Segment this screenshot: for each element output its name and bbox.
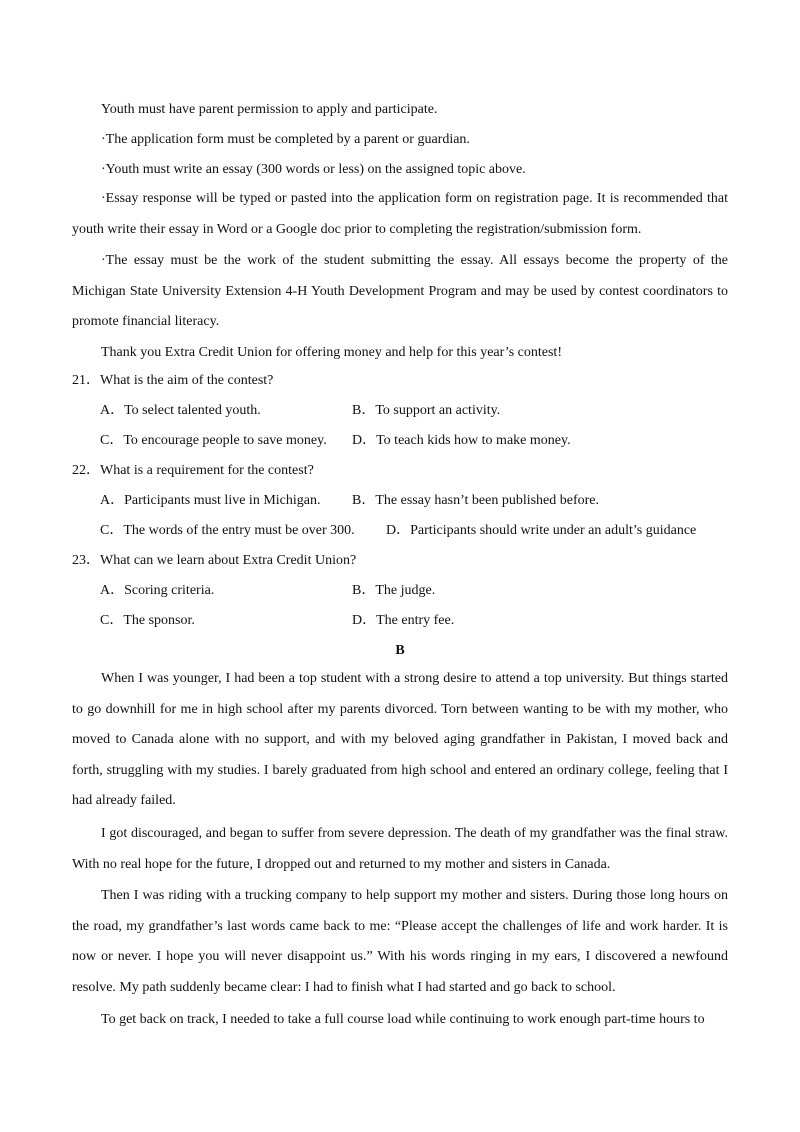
question-21-option-c: C．To encourage people to save money. bbox=[100, 433, 327, 448]
question-22-option-d: D．Participants should write under an adult’s guidance bbox=[386, 523, 697, 538]
passage-b-paragraph-3: Then I was riding with a trucking company to help support my mother and sisters. During those long hours on the road, my grandfather’s last words came back to me: “Please accept the challenges of life and work harder. It is now or never. I hope you will never disappoint us.” With his words ringing in my ears, I discovered a newfound resolve. My path suddenly became clear: I had to finish what I had started and go back to school. bbox=[72, 888, 728, 995]
passage-a-rule-2: ·Youth must write an essay (300 words or less) on the assigned topic above. bbox=[101, 162, 526, 177]
question-22-option-a: A．Participants must live in Michigan. bbox=[100, 493, 321, 508]
passage-a-paragraph-1: Youth must have parent permission to apply and participate. bbox=[101, 102, 438, 117]
passage-b-paragraph-4: To get back on track, I needed to take a full course load while continuing to work enough part-time hours to bbox=[101, 1012, 705, 1027]
passage-a-rule-1: ·The application form must be completed by a parent or guardian. bbox=[101, 132, 470, 147]
question-22-option-b: B．The essay hasn’t been published before. bbox=[352, 493, 600, 508]
question-23-option-b: B．The judge. bbox=[352, 583, 436, 598]
question-23-option-d: D．The entry fee. bbox=[352, 613, 455, 628]
question-21-option-a: A．To select talented youth. bbox=[100, 403, 261, 418]
question-23-option-a: A．Scoring criteria. bbox=[100, 583, 215, 598]
passage-a-rule-3: ·Essay response will be typed or pasted into the application form on registration page. It is recommended that youth write their essay in Word or a Google doc prior to completing the registration/submission form. bbox=[72, 191, 728, 237]
passage-b-paragraph-1: When I was younger, I had been a top student with a strong desire to attend a top university. But things started to go downhill for me in high school after my parents divorced. Torn between wanting to be with my mother, who moved to Canada alone with no support, and with my beloved aging grandfather in Pakistan, I moved back and forth, struggling with my studies. I barely graduated from high school and entered an ordinary college, feeling that I had already failed. bbox=[72, 671, 728, 808]
question-23-option-c: C．The sponsor. bbox=[100, 613, 195, 628]
question-23-stem: 23．What can we learn about Extra Credit Union? bbox=[72, 553, 357, 568]
passage-a-thanks: Thank you Extra Credit Union for offering money and help for this year’s contest! bbox=[101, 345, 562, 360]
question-22-option-c: C．The words of the entry must be over 300. bbox=[100, 523, 355, 538]
question-21-stem: 21．What is the aim of the contest? bbox=[72, 373, 274, 388]
question-21-option-d: D．To teach kids how to make money. bbox=[352, 433, 571, 448]
passage-b-heading: B bbox=[395, 643, 405, 658]
passage-a-rule-4: ·The essay must be the work of the student submitting the essay. All essays become the property of the Michigan State University Extension 4-H Youth Development Program and may be used by contest coordinators to promote financial literacy. bbox=[72, 253, 728, 329]
passage-b-paragraph-2: I got discouraged, and began to suffer from severe depression. The death of my grandfather was the final straw. With no real hope for the future, I dropped out and returned to my mother and sisters in Canada. bbox=[72, 826, 728, 872]
question-22-stem: 22．What is a requirement for the contest? bbox=[72, 463, 314, 478]
question-21-option-b: B．To support an activity. bbox=[352, 403, 501, 418]
